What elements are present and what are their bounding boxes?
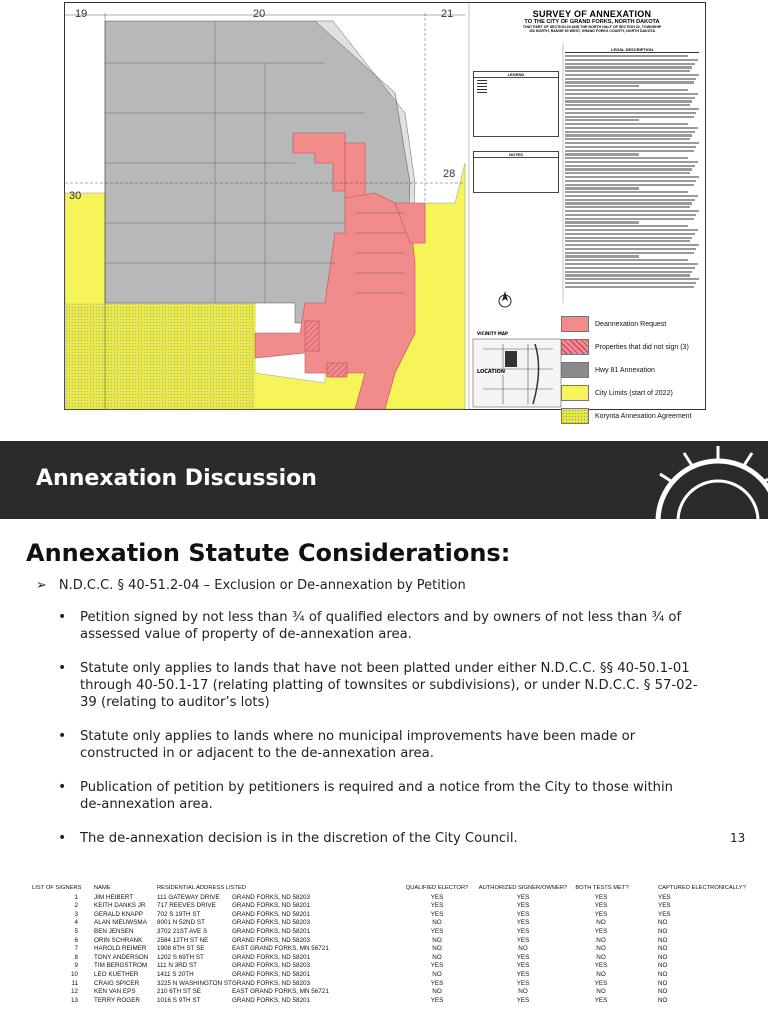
legal-text-line	[565, 229, 698, 231]
statute-subheading-text: N.D.C.C. § 40-51.2-04 – Exclusion or De-annexation by Petition	[58, 578, 466, 593]
table-cell: 1908 6TH ST SE	[157, 945, 205, 953]
legal-text-line	[565, 172, 690, 174]
table-cell: NO	[596, 936, 606, 944]
legal-text-line	[565, 108, 699, 110]
legal-text-line	[565, 104, 690, 106]
legal-text-line	[565, 153, 639, 155]
table-cell: 7	[74, 945, 78, 953]
table-cell: NO	[596, 953, 606, 961]
table-cell: CRAIG SPICER	[94, 979, 140, 987]
table-cell: YES	[516, 979, 530, 987]
legal-text-line	[565, 134, 692, 136]
table-cell: GRAND FORKS, ND 58203	[232, 962, 311, 970]
table-cell: 12	[70, 988, 78, 996]
table-cell: YES	[516, 927, 530, 935]
table-cell: YES	[430, 962, 444, 970]
table-cell: 4	[74, 919, 78, 927]
table-cell: YES	[594, 893, 608, 901]
legal-text-line	[565, 66, 692, 68]
table-cell: 11	[71, 979, 78, 987]
table-cell: 8001 N 52ND ST	[157, 919, 205, 927]
legal-text-line	[565, 70, 690, 72]
table-cell: NO	[658, 936, 668, 944]
table-cell: NO	[658, 996, 668, 1004]
legend-label: Hwy 81 Annexation	[595, 366, 655, 374]
table-cell: YES	[430, 910, 444, 918]
legal-text-line	[565, 123, 688, 125]
north-arrow-icon	[497, 289, 513, 312]
table-cell: YES	[594, 962, 608, 970]
table-cell: NO	[658, 945, 668, 953]
legal-text-line	[565, 150, 694, 152]
legal-text-line	[565, 225, 688, 227]
table-cell: GRAND FORKS, ND 58201	[232, 970, 311, 978]
legal-text-line	[565, 274, 690, 276]
table-row	[32, 919, 754, 928]
table-cell: NO	[658, 927, 668, 935]
legal-text-line	[565, 214, 696, 216]
legal-text-line	[565, 233, 695, 235]
table-cell: YES	[516, 970, 530, 978]
banner-title: Annexation Discussion	[36, 466, 317, 491]
svg-text:19: 19	[75, 8, 88, 20]
table-cell: 8	[74, 953, 78, 961]
table-cell: KEITH DANKS JR	[94, 902, 146, 910]
bullet-dot-icon: •	[58, 779, 67, 795]
list-item: • Petition signed by not less than ¾ of qualified electors and by owners of not less than ¾ of assessed value of property of de-annexation area.	[58, 609, 682, 642]
legal-description-heading: LEGAL DESCRIPTION	[565, 47, 699, 53]
table-row	[32, 945, 754, 954]
signers-table	[32, 885, 754, 1005]
table-cell: YES	[594, 927, 608, 935]
table-header-row: LIST OF SIGNERS NAME RESIDENTIAL ADDRESS LISTED QUALIFIED ELECTOR? AUTHORIZED SIGNER/OWNER? BOTH TESTS MET? CAPTURED ELECTRONICALLY?	[32, 885, 746, 891]
table-row	[32, 911, 754, 920]
legal-text-line	[565, 263, 698, 265]
table-cell: BEN JENSEN	[94, 927, 134, 935]
table-cell: YES	[516, 919, 530, 927]
table-cell: YES	[516, 936, 530, 944]
table-cell: NO	[658, 953, 668, 961]
legal-text-line	[565, 187, 639, 189]
section-banner	[0, 441, 768, 519]
legal-text-line	[565, 63, 695, 65]
list-item: • Publication of petition by petitioners is required and a notice from the City to those within de-annexation area.	[58, 779, 674, 812]
table-cell: NO	[518, 988, 528, 996]
legal-text-line	[565, 282, 696, 284]
map-subtitle-2: THAT PART OF SECTION 29 AND THE NORTH HALF OF SECTION 32, TOWNSHIP	[522, 25, 662, 29]
table-row	[32, 894, 754, 903]
table-cell: 111 N 3RD ST	[157, 962, 198, 970]
legend-label: Korynta Annexation Agreement	[595, 412, 692, 420]
table-cell: GRAND FORKS, ND 58203	[232, 936, 311, 944]
legal-text-line	[565, 100, 692, 102]
legal-text-line	[565, 161, 698, 163]
table-cell: YES	[430, 902, 444, 910]
table-cell: 6	[74, 936, 78, 944]
legal-text-line	[565, 176, 699, 178]
svg-text:20: 20	[253, 8, 266, 20]
legend-item-did-not-sign	[561, 336, 701, 358]
table-cell: ORIN SCHRANK	[94, 936, 143, 944]
vicinity-map-heading: VICINITY MAP	[477, 331, 508, 336]
table-cell: GRAND FORKS, ND 58203	[232, 893, 311, 901]
legal-text-line	[565, 221, 639, 223]
legend-label: Deannexation Request	[595, 320, 667, 328]
map-subtitle: TO THE CITY OF GRAND FORKS, NORTH DAKOTA	[524, 19, 660, 25]
legal-text-line	[565, 85, 639, 87]
legal-text-line	[565, 138, 690, 140]
table-cell: YES	[430, 979, 444, 987]
table-cell: EAST GRAND FORKS, MN 56721	[232, 988, 329, 996]
legal-text-line	[565, 252, 694, 254]
legend-label: City Limits (start of 2022)	[595, 389, 673, 397]
table-cell: 5	[74, 927, 78, 935]
table-row	[32, 928, 754, 937]
map-legend-heading: LEGEND	[474, 72, 558, 78]
table-cell: 2584 12TH ST NE	[157, 936, 209, 944]
table-cell: 1	[74, 893, 78, 901]
table-row	[32, 937, 754, 946]
table-row	[32, 988, 754, 997]
city-logo-icon	[638, 441, 768, 519]
table-cell: YES	[658, 893, 671, 901]
table-cell: GRAND FORKS, ND 58201	[232, 927, 311, 935]
legend-swatch-gray	[561, 362, 589, 378]
table-cell: 111 GATEWAY DRIVE	[157, 893, 220, 901]
table-cell: NO	[432, 953, 442, 961]
svg-text:30: 30	[69, 190, 82, 202]
table-cell: NO	[658, 979, 668, 987]
legal-text-line	[565, 131, 695, 133]
map-subtitle-3: 152 NORTH, RANGE 50 WEST, GRAND FORKS COUNTY, NORTH DAKOTA	[528, 29, 656, 33]
vicinity-map	[473, 331, 561, 407]
table-cell: NO	[518, 945, 528, 953]
legend-swatch-pink	[561, 316, 589, 332]
table-cell: TONY ANDERSON	[94, 953, 149, 961]
table-cell: 3	[74, 910, 78, 918]
legend-item-hwy81	[561, 359, 701, 381]
legal-text-line	[565, 248, 696, 250]
legal-text-line	[565, 89, 688, 91]
table-cell: EAST GRAND FORKS, MN 56721	[232, 945, 329, 953]
legal-text-line	[565, 237, 692, 239]
table-cell: YES	[516, 910, 530, 918]
legal-text-line	[565, 206, 690, 208]
table-cell: 3225 N WASHINGTON ST	[157, 979, 232, 987]
table-cell: NO	[432, 970, 442, 978]
statute-bullet-list	[58, 609, 698, 864]
legend-item-deannexation-request	[561, 313, 701, 335]
list-item: • Statute only applies to lands where no municipal improvements have been made or constructed in or adjacent to the de-annexation area.	[58, 728, 636, 761]
legal-text-line	[565, 195, 698, 197]
table-cell: 13	[70, 996, 78, 1004]
table-cell: 9	[74, 962, 78, 970]
table-row	[32, 962, 754, 971]
table-cell: KEN VAN EPS	[94, 988, 136, 996]
legal-text-line	[565, 255, 639, 257]
table-cell: NO	[658, 988, 668, 996]
legal-text-line	[565, 184, 694, 186]
legend-label: Properties that did not sign (3)	[595, 343, 689, 351]
svg-text:21: 21	[441, 8, 454, 20]
table-cell: GRAND FORKS, ND 58203	[232, 919, 311, 927]
legal-text-line	[565, 157, 688, 159]
table-cell: YES	[430, 927, 444, 935]
table-cell: YES	[516, 962, 530, 970]
table-cell: 1202 S 69TH ST	[157, 953, 204, 961]
table-cell: YES	[516, 953, 530, 961]
table-cell: NO	[432, 988, 442, 996]
map-notes-heading: NOTES	[474, 152, 558, 158]
statute-subheading	[36, 578, 466, 593]
map-title-block	[485, 9, 699, 33]
legal-text-line	[565, 93, 698, 95]
legal-text-line	[565, 210, 699, 212]
table-cell: NO	[596, 970, 606, 978]
table-cell: YES	[516, 893, 530, 901]
legal-text-line	[565, 97, 695, 99]
legend-item-korynta	[561, 405, 701, 427]
table-cell: NO	[432, 919, 442, 927]
table-cell: GRAND FORKS, ND 58201	[232, 910, 311, 918]
map-legend-box	[473, 71, 559, 137]
legal-text-line	[565, 165, 695, 167]
legal-text-line	[565, 202, 692, 204]
legal-text-line	[565, 191, 688, 193]
table-row	[32, 954, 754, 963]
legal-text-line	[565, 127, 698, 129]
legend-swatch-hatched-pink	[561, 339, 589, 355]
table-cell: YES	[594, 910, 608, 918]
legal-text-line	[565, 267, 695, 269]
table-cell: JIM HEIBERT	[94, 893, 134, 901]
page-number: 13	[730, 831, 746, 845]
legal-text-line	[565, 119, 639, 121]
legal-text-line	[565, 146, 696, 148]
table-cell: YES	[594, 996, 608, 1004]
table-cell: YES	[594, 979, 608, 987]
legal-text-line	[565, 180, 696, 182]
table-cell: GRAND FORKS, ND 58201	[232, 953, 311, 961]
slide-title: Annexation Statute Considerations:	[26, 539, 511, 567]
table-cell: TERRY ROGER	[94, 996, 140, 1004]
legal-text-line	[565, 286, 694, 288]
table-cell: GRAND FORKS, ND 58201	[232, 996, 311, 1004]
table-cell: YES	[430, 996, 444, 1004]
table-cell: NO	[432, 936, 442, 944]
legal-description-text	[565, 55, 699, 300]
table-cell: NO	[596, 919, 606, 927]
table-cell: GERALD KNAPP	[94, 910, 143, 918]
legal-text-line	[565, 168, 692, 170]
bullet-dot-icon: •	[58, 830, 67, 846]
table-cell: HAROLD REIMER	[94, 945, 147, 953]
arrow-bullet-icon: ➢	[36, 578, 47, 593]
bullet-dot-icon: •	[58, 609, 67, 625]
legal-text-line	[565, 278, 699, 280]
table-cell: YES	[516, 996, 530, 1004]
table-row	[32, 902, 754, 911]
bullet-dot-icon: •	[58, 660, 67, 676]
table-cell: YES	[594, 902, 608, 910]
table-cell: 210 6TH ST SE	[157, 988, 201, 996]
list-item: • Statute only applies to lands that have not been platted under either N.D.C.C. §§ 40-50.1-01 through 40-50.1-17 (relating platting of townsites or subdivisions), or under N.D.C.C. § 57-02-39 (relating to auditor’s lots)	[58, 660, 698, 710]
legal-text-line	[565, 142, 699, 144]
table-row	[32, 971, 754, 980]
legal-text-line	[565, 218, 694, 220]
table-cell: 3702 21ST AVE S	[157, 927, 208, 935]
legal-text-line	[565, 59, 698, 61]
legal-text-line	[565, 112, 696, 114]
list-item: • The de-annexation decision is in the discretion of the City Council.	[58, 830, 518, 846]
table-cell: 1016 S 9TH ST	[157, 996, 201, 1004]
legal-text-line	[565, 78, 696, 80]
legal-text-line	[565, 244, 699, 246]
legend-swatch-yellow	[561, 385, 589, 401]
legal-text-line	[565, 271, 692, 273]
legal-text-line	[565, 116, 694, 118]
annexation-legend	[561, 313, 701, 428]
table-cell: 1411 S 20TH	[157, 970, 194, 978]
table-cell: LEO KUETHER	[94, 970, 139, 978]
table-cell: 702 S 19TH ST	[157, 910, 201, 918]
table-cell: YES	[658, 902, 671, 910]
table-cell: NO	[658, 962, 668, 970]
table-cell: 2	[74, 902, 78, 910]
legal-text-line	[565, 81, 694, 83]
table-cell: YES	[430, 893, 444, 901]
location-label: LOCATION	[477, 369, 506, 375]
table-cell: NO	[658, 919, 668, 927]
legal-text-line	[565, 55, 688, 57]
table-cell: YES	[658, 910, 671, 918]
table-cell: TIM BERGSTROM	[94, 962, 148, 970]
legal-text-line	[565, 240, 690, 242]
map-notes-box	[473, 151, 559, 193]
bullet-dot-icon: •	[58, 728, 67, 744]
table-cell: YES	[516, 902, 530, 910]
table-row	[32, 997, 754, 1006]
map-title: SURVEY OF ANNEXATION	[532, 9, 652, 19]
svg-text:28: 28	[443, 168, 456, 180]
annexation-survey-map	[64, 2, 706, 420]
table-cell: NO	[432, 945, 442, 953]
table-row	[32, 980, 754, 989]
table-cell: 717 REEVES DRIVE	[157, 902, 216, 910]
table-cell: GRAND FORKS, ND 58201	[232, 902, 311, 910]
table-cell: GRAND FORKS, ND 58203	[232, 979, 311, 987]
legend-item-city-limits	[561, 382, 701, 404]
legal-text-line	[565, 259, 688, 261]
table-cell: NO	[658, 970, 668, 978]
table-cell: 10	[70, 970, 78, 978]
legal-text-line	[565, 74, 699, 76]
legend-swatch-hatched-yellow	[561, 408, 589, 424]
legal-text-line	[565, 199, 695, 201]
table-cell: NO	[596, 988, 606, 996]
table-cell: NO	[596, 945, 606, 953]
table-cell: ALAN NIEUWSMA	[94, 919, 147, 927]
